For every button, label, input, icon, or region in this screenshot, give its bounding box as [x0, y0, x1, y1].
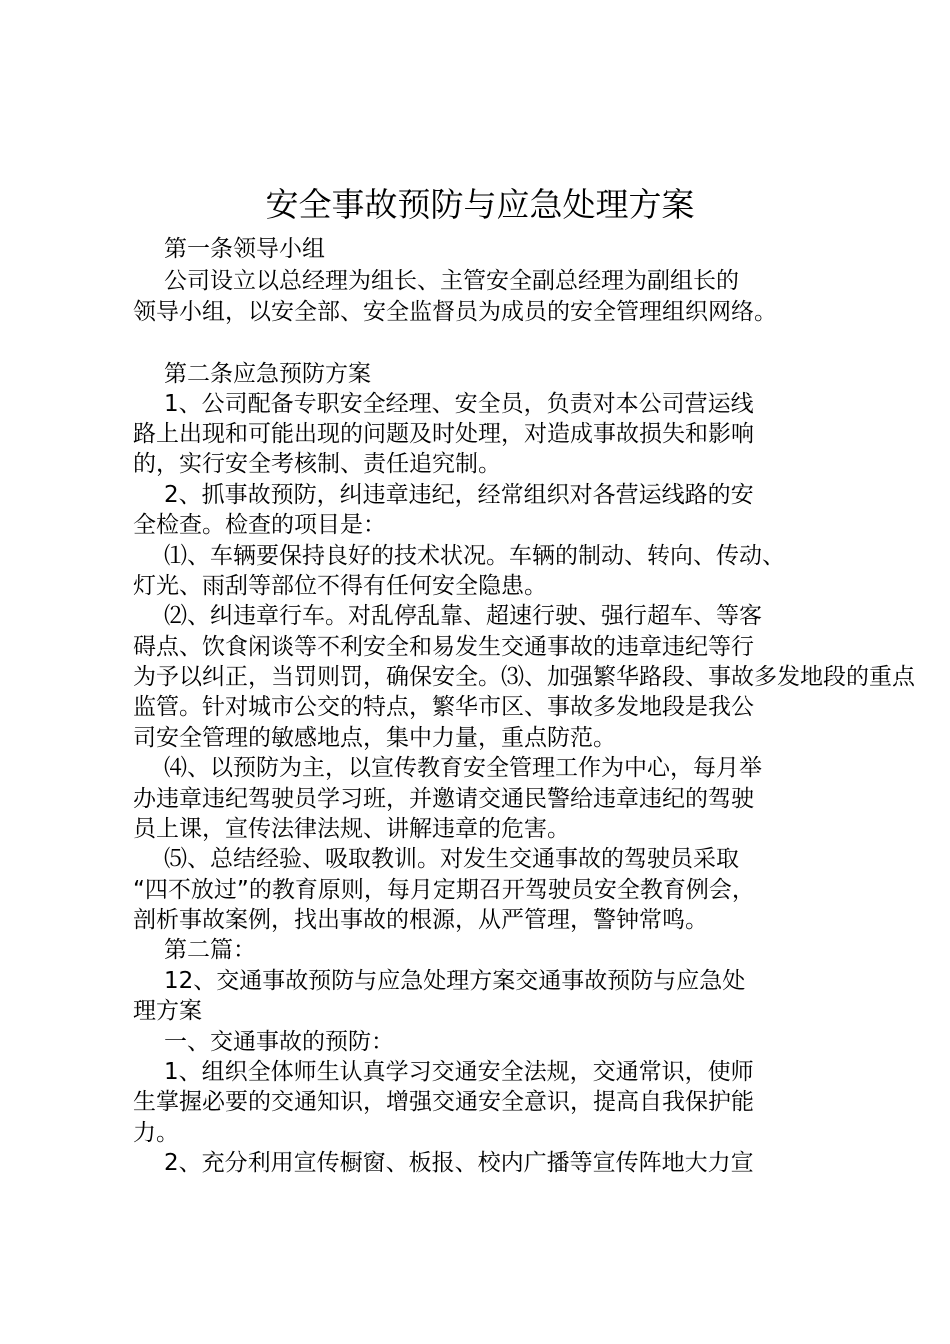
- paragraph-line: 理方案: [133, 998, 202, 1024]
- section-heading: 第二篇：: [164, 937, 256, 963]
- paragraph-line: 公司设立以总经理为组长、主管安全副总经理为副组长的: [164, 268, 739, 294]
- paragraph-line: 2、抓事故预防，纠违章违纪，经常组织对各营运线路的安: [164, 482, 754, 508]
- list-item-line: 司安全管理的敏感地点，集中力量，重点防范。: [133, 725, 616, 751]
- paragraph-line: 力。: [133, 1120, 179, 1146]
- paragraph-line: 生掌握必要的交通知识，增强交通安全意识，提高自我保护能: [133, 1089, 754, 1115]
- paragraph-line: 领导小组，以安全部、安全监督员为成员的安全管理组织网络。: [133, 299, 777, 325]
- paragraph-line: 路上出现和可能出现的问题及时处理，对造成事故损失和影响: [133, 421, 754, 447]
- document-title: 安全事故预防与应急处理方案: [265, 185, 695, 224]
- paragraph-line: 1、组织全体师生认真学习交通安全法规，交通常识，使师: [164, 1059, 754, 1085]
- list-item-line: ⑸、总结经验、吸取教训。对发生交通事故的驾驶员采取: [164, 846, 739, 872]
- list-item-line: “四不放过”的教育原则，每月定期召开驾驶员安全教育例会，: [133, 877, 755, 903]
- list-item-line: 办违章违纪驾驶员学习班，并邀请交通民警给违章违纪的驾驶: [133, 786, 754, 812]
- list-item-line: 灯光、雨刮等部位不得有任何安全隐患。: [133, 573, 547, 599]
- list-item-line: 监管。针对城市公交的特点，繁华市区、事故多发地段是我公: [133, 694, 754, 720]
- paragraph-line: 12、交通事故预防与应急处理方案交通事故预防与应急处: [164, 968, 746, 994]
- list-item-line: 为予以纠正，当罚则罚，确保安全。⑶、加强繁华路段、事故多发地段的重点: [133, 664, 915, 690]
- list-item-line: ⑷、以预防为主，以宣传教育安全管理工作为中心，每月举: [164, 755, 762, 781]
- list-item-line: 员上课，宣传法律法规、讲解违章的危害。: [133, 816, 570, 842]
- list-item-line: ⑴、车辆要保持良好的技术状况。车辆的制动、转向、传动、: [164, 543, 785, 569]
- list-item-line: 剖析事故案例，找出事故的根源，从严管理，警钟常鸣。: [133, 907, 708, 933]
- paragraph-line: 的，实行安全考核制、责任追究制。: [133, 451, 501, 477]
- list-item-line: ⑵、纠违章行车。对乱停乱靠、超速行驶、强行超车、等客: [164, 603, 762, 629]
- heading-article-1: 第一条领导小组: [164, 236, 325, 262]
- paragraph-line: 1、公司配备专职安全经理、安全员，负责对本公司营运线: [164, 391, 754, 417]
- subsection-heading: 一、交通事故的预防：: [164, 1029, 394, 1055]
- heading-article-2: 第二条应急预防方案: [164, 361, 371, 387]
- paragraph-line: 2、充分利用宣传橱窗、板报、校内广播等宣传阵地大力宣: [164, 1150, 754, 1176]
- paragraph-line: 全检查。检查的项目是：: [133, 512, 386, 538]
- list-item-line: 碍点、饮食闲谈等不利安全和易发生交通事故的违章违纪等行: [133, 634, 754, 660]
